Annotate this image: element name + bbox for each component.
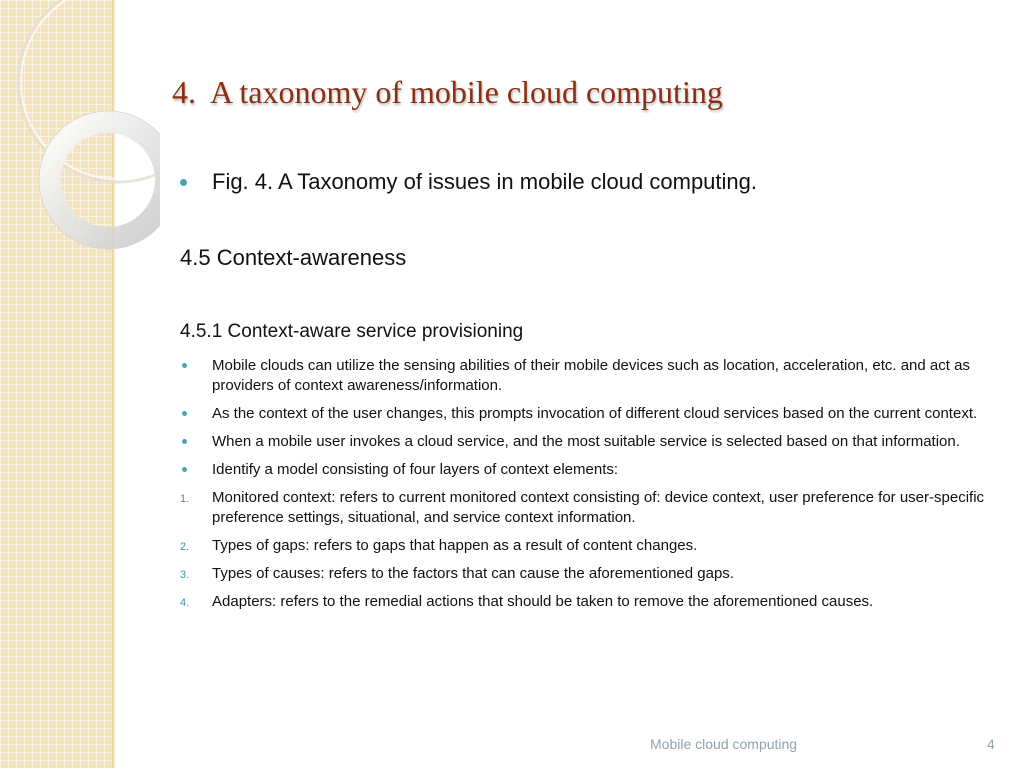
content-list: [180, 356, 1000, 620]
list-item-text: Monitored context: refers to current monitored context consisting of: device context, user preference for user-specific preference settings, situational, and service context information.: [212, 489, 985, 526]
list-item-text: Types of causes: refers to the factors that can cause the aforementioned gaps.: [212, 565, 734, 582]
slide-title-text: A taxonomy of mobile cloud computing: [210, 74, 723, 110]
list-item-text: Adapters: refers to the remedial actions that should be taken to remove the aforementioned causes.: [212, 593, 874, 610]
bullet-marker: [182, 411, 187, 416]
subsection-heading: 4.5.1 Context-aware service provisioning: [180, 321, 524, 342]
list-item-text: When a mobile user invokes a cloud service, and the most suitable service is selected based on that information.: [212, 433, 960, 450]
item-number: 2.: [180, 541, 190, 553]
item-number: 3.: [180, 569, 190, 581]
list-item: [180, 432, 1000, 452]
bullet-marker: [182, 363, 187, 368]
list-item-text: Mobile clouds can utilize the sensing abilities of their mobile devices such as location, acceleration, etc. and act as providers of context awareness/information.: [212, 357, 970, 394]
list-item-text: As the context of the user changes, this prompts invocation of different cloud services based on the current context.: [212, 405, 978, 422]
list-item-text: Identify a model consisting of four layers of context elements:: [212, 461, 619, 478]
list-item: [180, 460, 1000, 480]
figure-caption-text: Fig. 4. A Taxonomy of issues in mobile cloud computing.: [212, 169, 757, 194]
list-item-text: Types of gaps: refers to gaps that happen as a result of content changes.: [212, 537, 698, 554]
item-number: 4.: [180, 597, 190, 609]
numbered-item: [180, 488, 1000, 528]
numbered-item: [180, 536, 1000, 556]
decorative-circles: [0, 0, 160, 280]
slide-title-number: 4.: [172, 74, 196, 110]
numbered-item: [180, 564, 1000, 584]
slide-title: [172, 74, 972, 111]
page-number: 4: [987, 736, 995, 752]
bullet-marker: [182, 439, 187, 444]
item-number: 1.: [180, 493, 190, 505]
footer-text: Mobile cloud computing: [650, 736, 798, 752]
numbered-item: [180, 592, 1000, 612]
section-heading: 4.5 Context-awareness: [180, 245, 407, 270]
bullet-marker: [182, 467, 187, 472]
list-item: [180, 356, 1000, 396]
list-item: [180, 404, 1000, 424]
bullet-marker: [180, 179, 187, 186]
